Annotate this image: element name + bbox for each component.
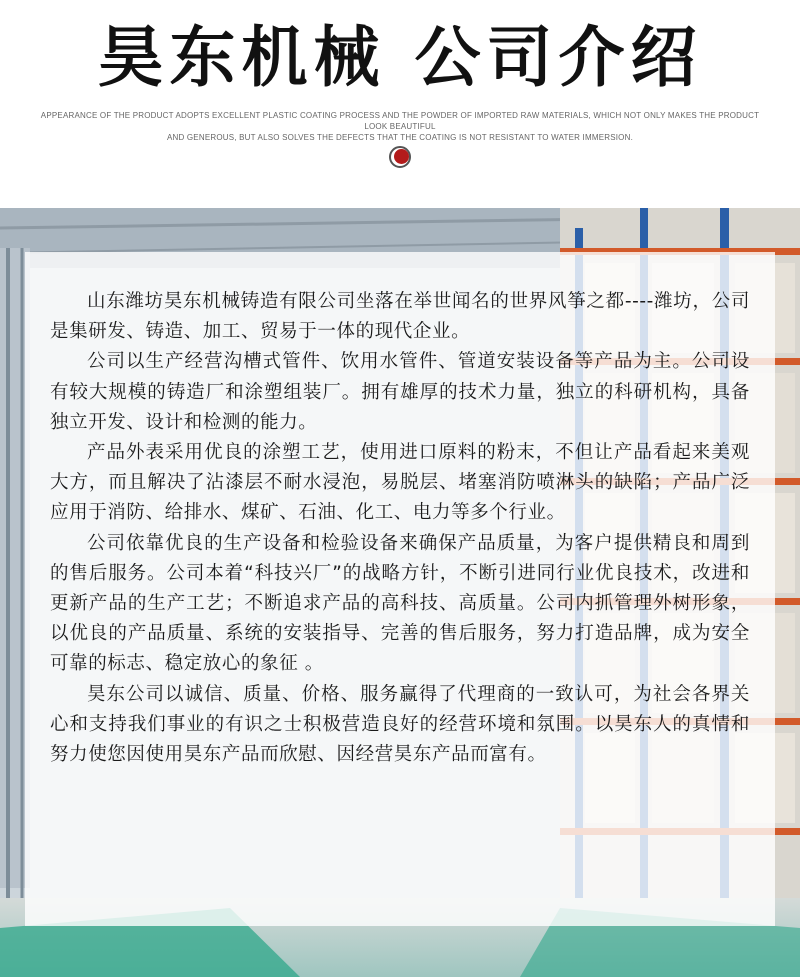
header bbox=[0, 0, 800, 208]
company-intro-text bbox=[50, 287, 750, 770]
paragraph: 昊东公司以诚信、质量、价格、服务赢得了代理商的一致认可，为社会各界关心和支持我们事业的有识之士积极营造良好的经营环境和氛围。以昊东人的真情和努力使您因使用昊东产品而欣慰、因经营昊东产品而富有。 bbox=[50, 683, 750, 766]
page-subtitle bbox=[30, 110, 770, 143]
paragraph: 公司以生产经营沟槽式管件、饮用水管件、管道安装设备等产品为主。公司设有较大规模的铸造厂和涂塑组装厂。拥有雄厚的技术力量，独立的科研机构，具备独立开发、设计和检测的能力。 bbox=[50, 351, 750, 433]
paragraph: 山东潍坊昊东机械铸造有限公司坐落在举世闻名的世界风筝之都----潍坊，公司是集研发、铸造、加工、贸易于一体的现代企业。 bbox=[50, 291, 750, 343]
subtitle-line-1: APPEARANCE OF THE PRODUCT ADOPTS EXCELLENT PLASTIC COATING PROCESS AND THE POWDER OF IMPORTED RAW MATERIALS, WHICH NOT ONLY MAKES THE PRODUCT LOOK BEAUTIFUL bbox=[40, 111, 760, 131]
paragraph: 产品外表采用优良的涂塑工艺，使用进口原料的粉末，不但让产品看起来美观大方，而且解决了沾漆层不耐水浸泡，易脱层、堵塞消防喷淋头的缺陷；产品广泛应用于消防、给排水、煤矿、石油、化工、电力等多个行业。 bbox=[50, 442, 750, 524]
paragraph: 公司依靠优良的生产设备和检验设备来确保产品质量，为客户提供精良和周到的售后服务。公司本着“科技兴厂”的战略方针，不断引进同行业优良技术，改进和更新产品的生产工艺；不断追求产品的高科技、高质量。公司内抓管理外树形象，以优良的产品质量、系统的安装指导、完善的售后服务，努力打造品牌，成为安全可靠的标志、稳定放心的象征 。 bbox=[50, 532, 750, 675]
decorative-dot-icon bbox=[389, 146, 411, 168]
subtitle-line-2: AND GENEROUS, BUT ALSO SOLVES THE DEFECTS THAT THE COATING IS NOT RESISTANT TO WATER IMMERSION. bbox=[166, 133, 634, 142]
page-title: 昊东机械 公司介绍 bbox=[97, 19, 703, 96]
